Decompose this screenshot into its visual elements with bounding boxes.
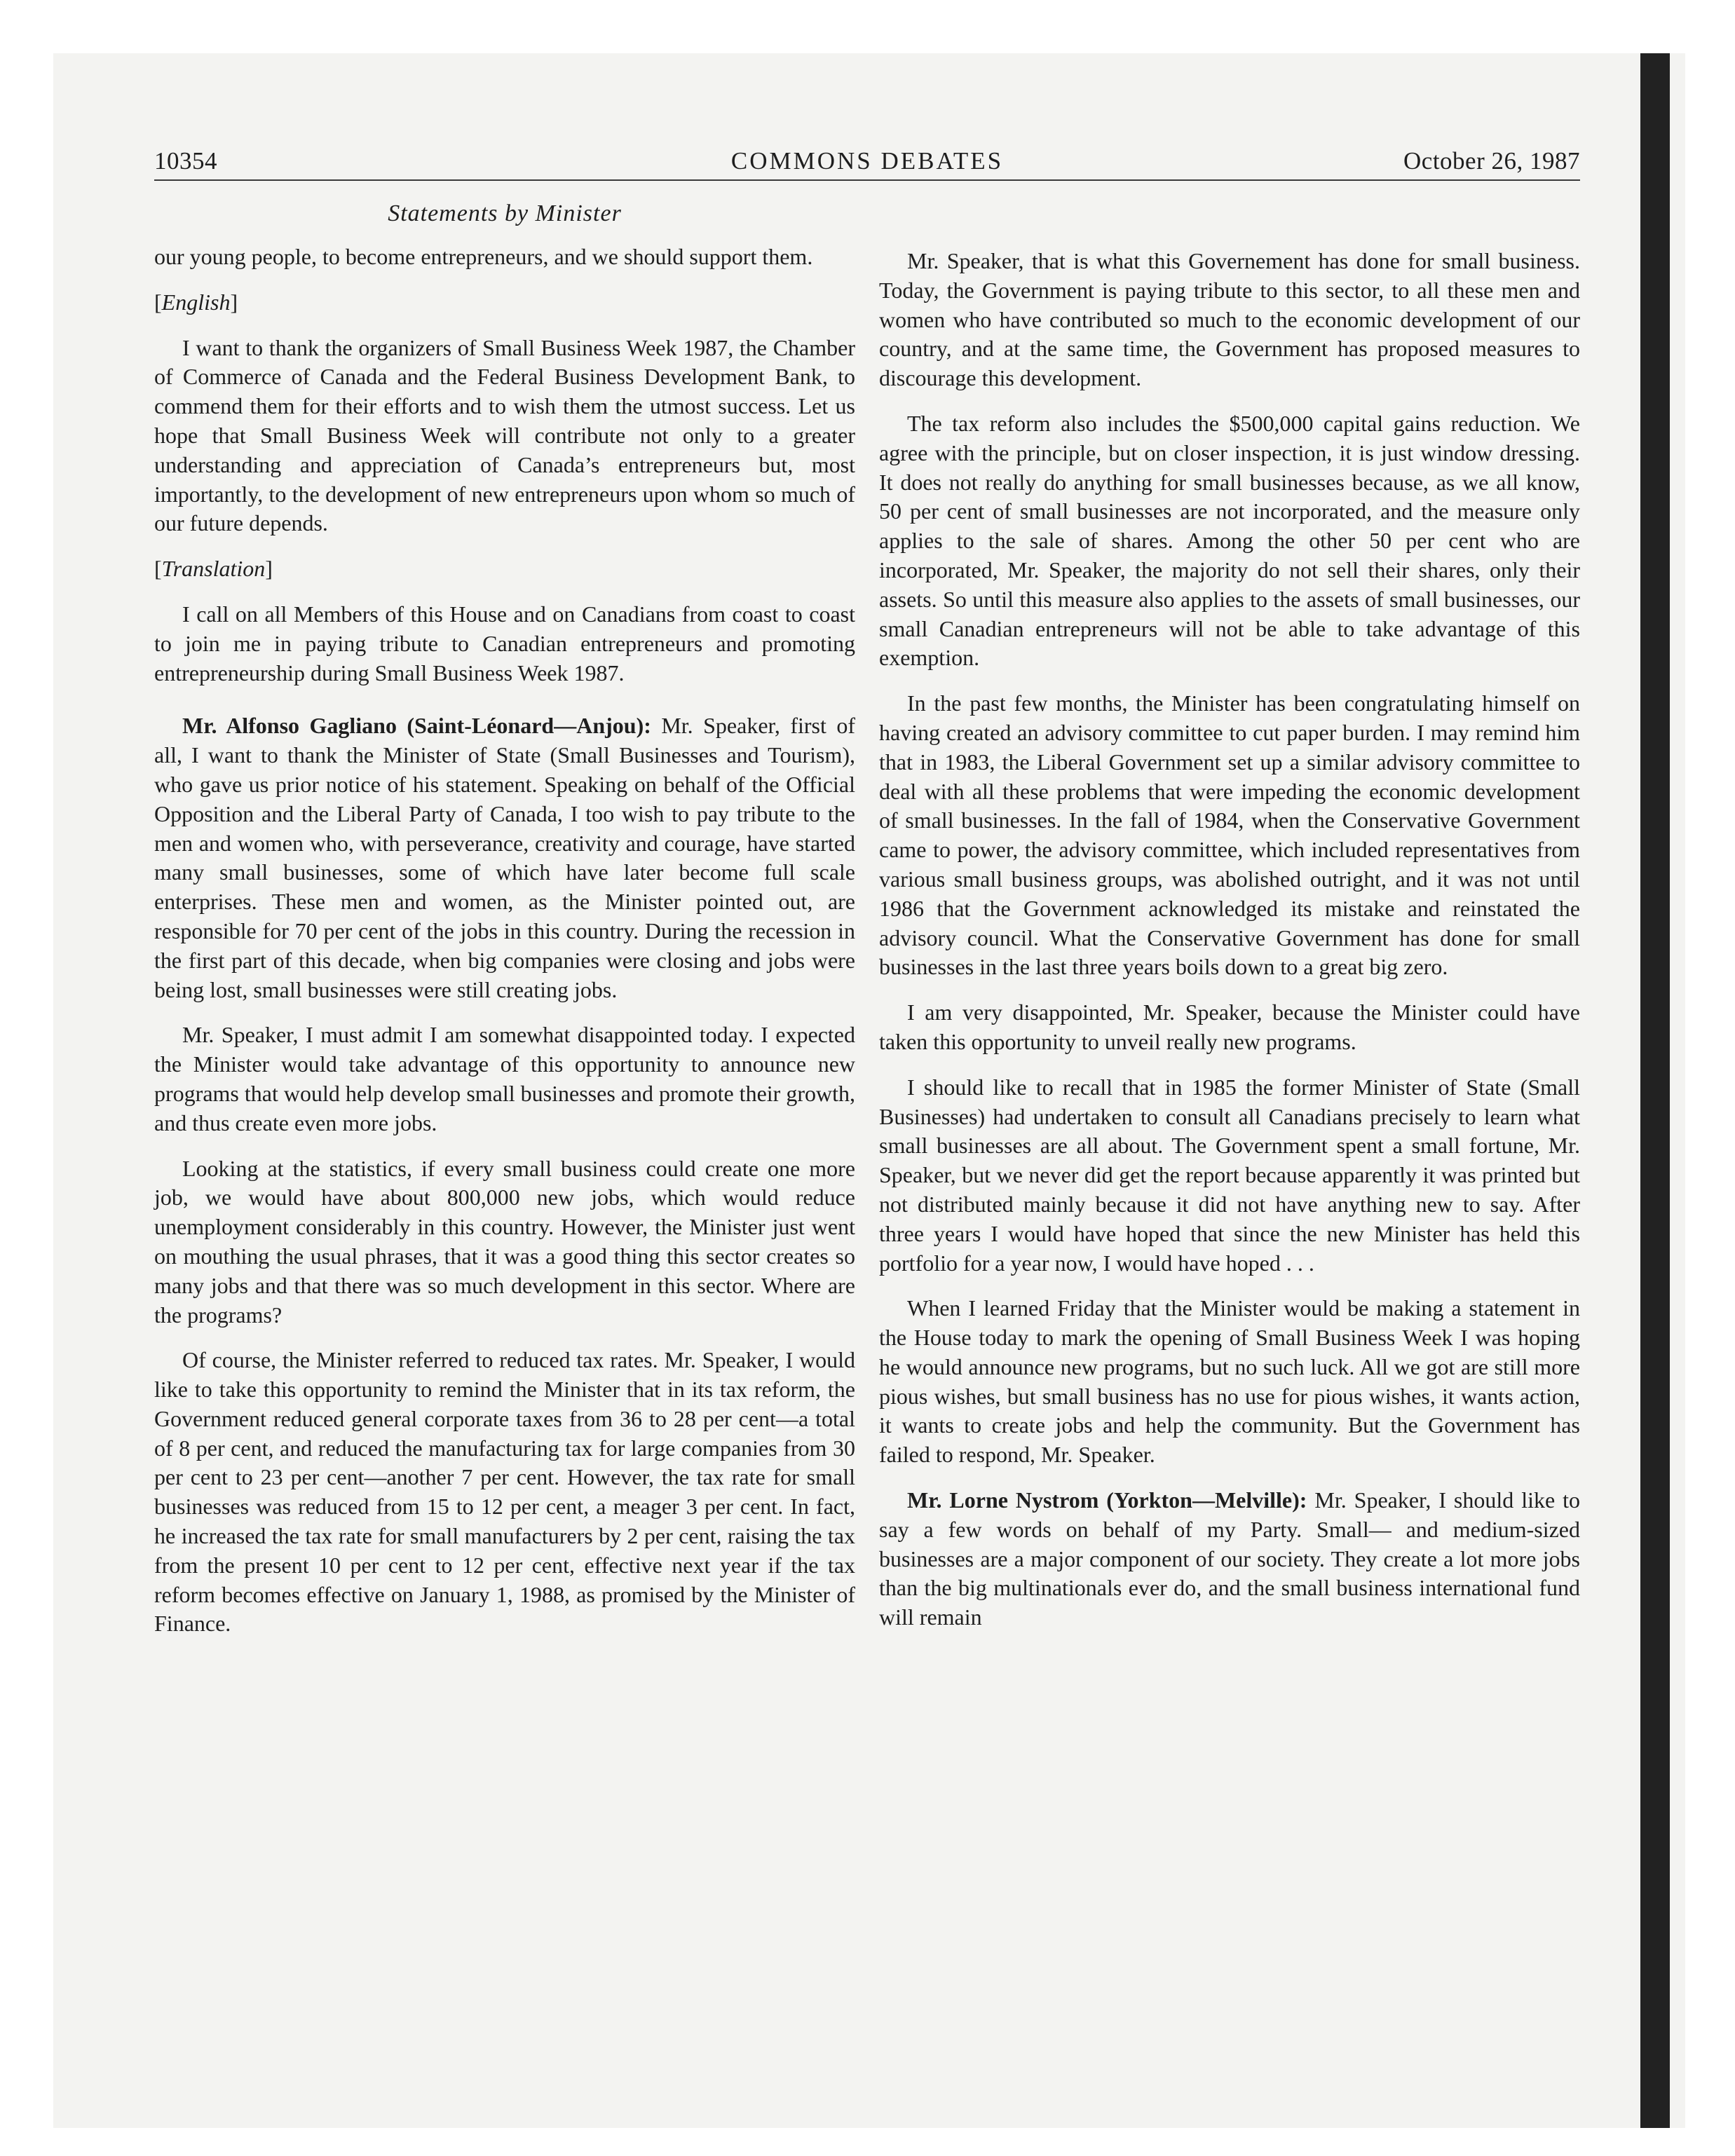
paragraph: I call on all Members of this House and on Canadians from coast to coast to join me in paying tribute to Canadian entrepreneurs and promoting entrepreneurship during Small Business Week 1987. [154,601,855,685]
paragraph: Mr. Speaker, that is what this Governement has done for small business. Today, the Government is paying tribute to this sector, to all these men and women who have contributed so much to the economic development of our country, and at the same time, the Government has proposed measures to discourage this development. [879,248,1580,391]
page-number: 10354 [154,147,217,175]
scan-edge-shadow [1640,53,1670,2128]
right-column [879,247,1580,1649]
running-header [154,146,1580,181]
speech-paragraph [154,711,855,1004]
paragraph: Mr. Speaker, I must admit I am somewhat disappointed today. I expected the Minister would take advantage of this opportunity to announce new programs that would help develop small businesses and promote their growth, and thus create even more jobs. [154,1022,855,1135]
speech-text: Mr. Speaker, I should like to say a few words on behalf of my Party. Small— and medium-sized businesses are a major component of our society. They create a lot more jobs than the big multinationals ever do, and the small business international fund will remain [879,1487,1581,1630]
section-heading: Statements by Minister [388,200,622,226]
speech-paragraph [879,1486,1580,1632]
paragraph: our young people, to become entrepreneurs, and we should support them. [154,244,813,269]
paragraph: Looking at the statistics, if every small business could create one more job, we would have about 800,000 new jobs, which would reduce unemployment considerably in this country. However, the Minister just went on mouthing the usual phrases, that it was a good thing this sector creates so many jobs and that there was so much development in this sector. Where are the programs? [154,1155,855,1328]
paragraph: I am very disappointed, Mr. Speaker, because the Minister could have taken this opportunity to unveil really new programs. [879,999,1580,1054]
paragraph: In the past few months, the Minister has been congratulating himself on having created an advisory committee to cut paper burden. I may remind him that in 1983, the Liberal Government set up a similar advisory committee to deal with all these problems that were impeding the economic development of small businesses. In the fall of 1984, when the Conservative Government came to power, the advisory committee, which included representatives from various small business groups, was abolished outright, and it was not until 1986 that the Government acknowledged its mistake and reinstated the advisory council. What the Conservative Government has done for small businesses in the last three years boils down to a great big zero. [879,690,1580,980]
language-marker-translation: [Translation] [154,556,273,582]
speaker-name: Mr. Lorne Nystrom (Yorkton—Melville): [907,1487,1307,1513]
paragraph: I should like to recall that in 1985 the former Minister of State (Small Businesses) had undertaken to consult all Canadians precisely to learn what small businesses are all about. The Government spent a small fortune, Mr. Speaker, but we never did get the report because apparently it was printed but not distributed mainly because it did not have anything new to say. After three years I would have hoped that since the new Minister has held this portfolio for a year now, I would have hoped . . . [879,1074,1580,1276]
left-column [154,243,855,1655]
language-marker-english: [English] [154,289,238,315]
journal-title: COMMONS DEBATES [730,147,1004,175]
speech-text: Mr. Speaker, first of all, I want to thank the Minister of State (Small Businesses and Tourism), who gave us prior notice of his statement. Speaking on behalf of the Official Opposition and the Liberal Party of Canada, I too wish to pay tribute to the men and women who, with perseverance, creativity and courage, have started many small businesses, some of which have later become full scale enterprises. These men and women, as the Minister pointed out, are responsible for 70 per cent of the jobs in this country. During the recession in the first part of this decade, when big companies were closing and jobs were being lost, small businesses were still creating jobs. [154,713,856,1002]
paragraph: The tax reform also includes the $500,000 capital gains reduction. We agree with the principle, but on closer inspection, it is just window dressing. It does not really do anything for small businesses because, as we all know, 50 per cent of small businesses are not incorporated, and the measure only applies to the sale of shares. Among the other 50 per cent who are incorporated, Mr. Speaker, the majority do not sell their shares, only their assets. So until this measure also applies to the assets of small businesses, our small Canadian entrepreneurs will not be able to take advantage of this exemption. [879,410,1580,671]
speaker-name: Mr. Alfonso Gagliano (Saint-Léonard—Anjou): [182,713,651,739]
paragraph: I want to thank the organizers of Small Business Week 1987, the Chamber of Commerce of Canada and the Federal Business Development Bank, to commend them for their efforts and to wish them the utmost success. Let us hope that Small Business Week will contribute not only to a greater understanding and appreciation of Canada’s entrepreneurs but, most importantly, to the development of new entrepreneurs upon whom so much of our future depends. [154,334,855,536]
paragraph: Of course, the Minister referred to reduced tax rates. Mr. Speaker, I would like to take this opportunity to remind the Minister that in its tax reform, the Government reduced general corporate taxes from 36 to 28 per cent—a total of 8 per cent, and reduced the manufacturing tax for large companies from 30 per cent to 23 per cent—another 7 per cent. However, the tax rate for small businesses was reduced from 15 to 12 per cent, a meager 3 per cent. In fact, he increased the tax rate for small manufacturers by 2 per cent, raising the tax from the present 10 per cent to 12 per cent, effective next year if the tax reform becomes effective on January 1, 1988, as promised by the Minister of Finance. [154,1347,855,1637]
page-date: October 26, 1987 [1403,147,1580,175]
paragraph: When I learned Friday that the Minister would be making a statement in the House today to mark the opening of Small Business Week I was hoping he would announce new programs, but no such luck. All we got are still more pious wishes, but small business has no use for pious wishes, it wants action, it wants to create jobs and help the community. But the Government has failed to respond, Mr. Speaker. [879,1295,1580,1468]
